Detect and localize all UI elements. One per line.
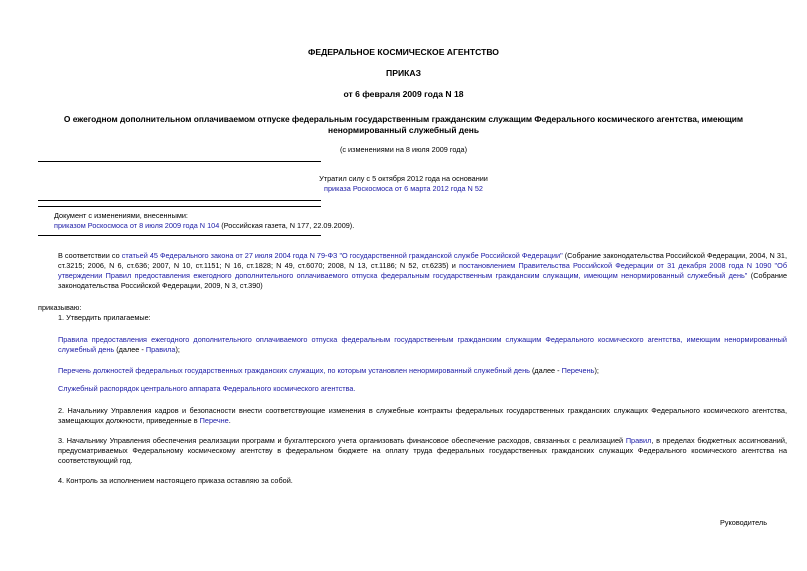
status-text: Утратил силу с 5 октября 2012 года на основании	[319, 174, 488, 183]
changes-link[interactable]: приказом Роскосмоса от 8 июля 2009 года N 104	[54, 221, 220, 230]
order-word: приказываю:	[38, 303, 82, 312]
rules-short-link[interactable]: Правила	[145, 345, 176, 354]
approved-text: (далее -	[529, 366, 562, 375]
divider	[38, 206, 321, 207]
list-short-link[interactable]: Перечень	[561, 366, 595, 375]
item-2-tail: .	[228, 416, 231, 425]
item-3	[38, 436, 787, 466]
changes-label: Документ с изменениями, внесенными:	[54, 211, 188, 220]
preamble-text: (Собрание законодательства Российской Федерации, 2004, N 31, ст.3215; 2006, N 6, ст.636; 2007, N 10, ст.1151; N 16, ст.1828; N 49, ст.6070; 2008, N 13, ст.1186; N 52, ст.6235) и	[58, 251, 787, 270]
changes-line	[54, 221, 654, 231]
approved-text: (далее -	[114, 345, 146, 354]
divider	[38, 200, 321, 201]
approved-text: );	[175, 345, 180, 354]
amended-note: (с изменениями на 8 июля 2009 года)	[339, 145, 468, 154]
item-1: 1. Утвердить прилагаемые:	[58, 313, 151, 322]
preamble-text: (Собрание законодательства Российской Федерации, 2009, N 3, ст.390)	[58, 271, 787, 290]
agency-name: ФЕДЕРАЛЬНОЕ КОСМИЧЕСКОЕ АГЕНТСТВО	[308, 47, 499, 57]
status-link[interactable]: приказа Роскосмоса от 6 марта 2012 года N 52	[324, 184, 483, 193]
signature: Руководитель	[719, 518, 767, 527]
list-link[interactable]: Перечень должностей федеральных государственных гражданских служащих, по которым установлен ненормированный служебный день	[58, 366, 530, 375]
item-2-text: 2. Начальнику Управления кадров и безопасности внести соответствующие изменения в служебные контракты федеральных государственных гражданских служащих Федерального космического агентства, замещающих должности, приведенные в	[58, 406, 787, 425]
item-3-text: 3. Начальнику Управления обеспечения реализации программ и бухгалтерского учета организовать финансовое обеспечение расходов, связанных с реализацией	[58, 436, 626, 445]
divider	[38, 161, 321, 162]
approved-item-list	[38, 366, 787, 376]
routine-link[interactable]: Служебный распорядок центрального аппарата Федерального космического агентства.	[58, 384, 356, 393]
item-3-tail: , в пределах бюджетных ассигнований, предусматриваемых Федеральному космическому агентству в федеральном бюджете на оплату труда федеральных государственных гражданских служащих Федерального космического агентства на соответствующий год.	[58, 436, 787, 465]
divider	[38, 235, 321, 236]
approved-item-rules	[38, 335, 787, 355]
item-4: 4. Контроль за исполнением настоящего приказа оставляю за собой.	[58, 476, 293, 485]
list-ref-link[interactable]: Перечне	[199, 416, 229, 425]
doc-date-number: от 6 февраля 2009 года N 18	[343, 89, 464, 99]
doc-type: ПРИКАЗ	[386, 68, 421, 78]
resolution-link[interactable]: постановлением Правительства Российской Федерации от 31 декабря 2008 года N 1090 "Об утверждении Правил предоставления ежегодного дополнительного оплачиваемого отпуска федеральным государственным гражданским служащим, имеющим ненормированный служебный день"	[58, 261, 788, 280]
item-2	[38, 406, 787, 426]
approved-text: );	[594, 366, 599, 375]
law-link[interactable]: статьей 45 Федерального закона от 27 июля 2004 года N 79-ФЗ "О государственной гражданской службе Российской Федерации"	[121, 251, 563, 260]
rules-link[interactable]: Правила предоставления ежегодного дополнительного оплачиваемого отпуска федеральным государственным гражданским служащим Федерального космического агентства, имеющим ненормированный служебный день	[58, 335, 787, 354]
changes-source: (Российская газета, N 177, 22.09.2009).	[219, 221, 355, 230]
preamble-text: В соответствии со	[58, 251, 122, 260]
rules-ref-link[interactable]: Правил	[625, 436, 652, 445]
preamble-paragraph	[38, 251, 787, 291]
doc-title: О ежегодном дополнительном оплачиваемом отпуске федеральным государственным гражданским служащим Федерального космического агентства, имеющим ненормированный служебный день	[63, 114, 744, 135]
